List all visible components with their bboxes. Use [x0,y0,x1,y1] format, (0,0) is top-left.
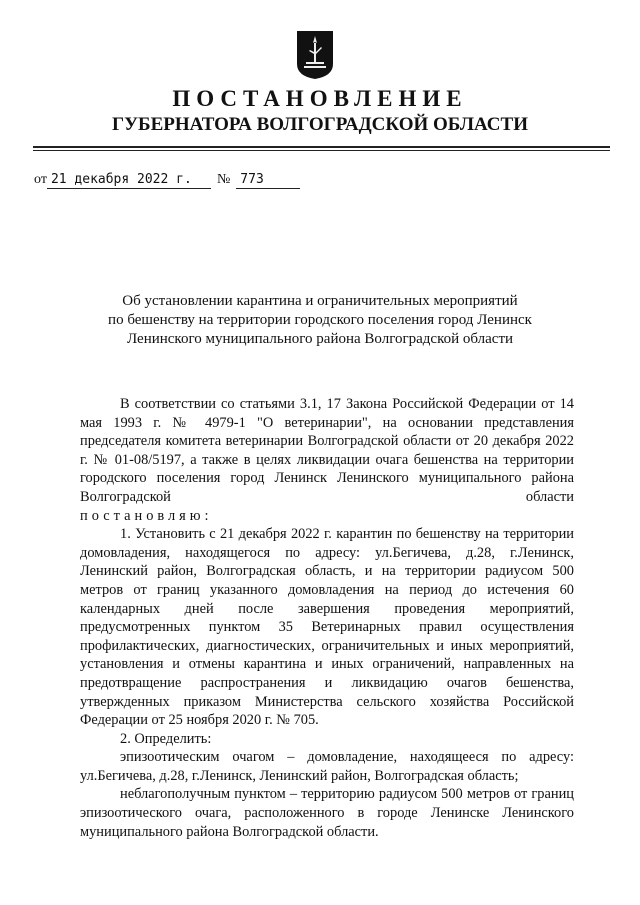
number-prefix: № [216,172,231,187]
heading-line: Ленинского муниципального района Волгоградской области [126,331,514,347]
item-2-paragraph: 2. Определить: [120,730,212,747]
item-1-paragraph: 1. Установить с 21 декабря 2022 г. карантин по бешенству на территории домовладения, находящегося по адресу: ул.Бегичева, д.28, г.Ленинск, Ленинский район, Волгоградская область, и на территории радиусом 500 метров от границ указанного домовладения на период до истечения 60 календарных дней после завершения проведения мероприятий, предусмотренных пунктом 35 Ветеринарных правил осуществления профилактических, диагностических, ограничительных и иных мероприятий, установления и отмены карантина и иных ограничений, направленных на предотвращение распространения и ликвидацию очагов бешенства, утвержденных приказом Министерства сельского хозяйства Российской Федерации от 25 ноября 2020 г. № 705. [80,526,574,729]
heading-line: по бешенству на территории городского поселения город Ленинск [108,312,532,328]
document-title: ПОСТАНОВЛЕНИЕ [172,86,468,111]
document-number: 773 [236,172,300,189]
document-meta [34,172,300,189]
date-prefix: от [34,172,47,187]
heading-line: Об установлении карантина и ограничительных мероприятий [122,293,518,309]
item-2-a-paragraph: эпизоотическим очагом – домовладение, находящееся по адресу: ул.Бегичева, д.28, г.Ленинск, Ленинский район, Волгоградская область; [80,749,574,784]
issuer-subtitle: ГУБЕРНАТОРА ВОЛГОГРАДСКОЙ ОБЛАСТИ [112,114,528,135]
volgograd-emblem-icon [296,30,334,80]
decree-word: постановляю: [80,507,213,524]
header-divider [33,146,610,148]
preamble-paragraph: В соответствии со статьями 3.1, 17 Закона Российской Федерации от 14 мая 1993 г. № 4979-1 "О ветеринарии", на основании представления председателя комитета ветеринарии Волгоградской области от 20 декабря 2022 г. № 01-08/5197, а также в целях ликвидации очага бешенства на территории городского поселения город Ленинск Ленинского муниципального района Волгоградской области [80,396,574,505]
document-body [80,395,574,841]
document-date: 21 декабря 2022 г. [47,172,211,189]
header-divider-thin [33,150,610,151]
item-2-b-paragraph: неблагополучным пунктом – территорию радиусом 500 метров от границ эпизоотического очага, расположенного в городе Ленинске Ленинского муниципального района Волгоградской области. [80,786,574,840]
document-heading [80,292,560,349]
